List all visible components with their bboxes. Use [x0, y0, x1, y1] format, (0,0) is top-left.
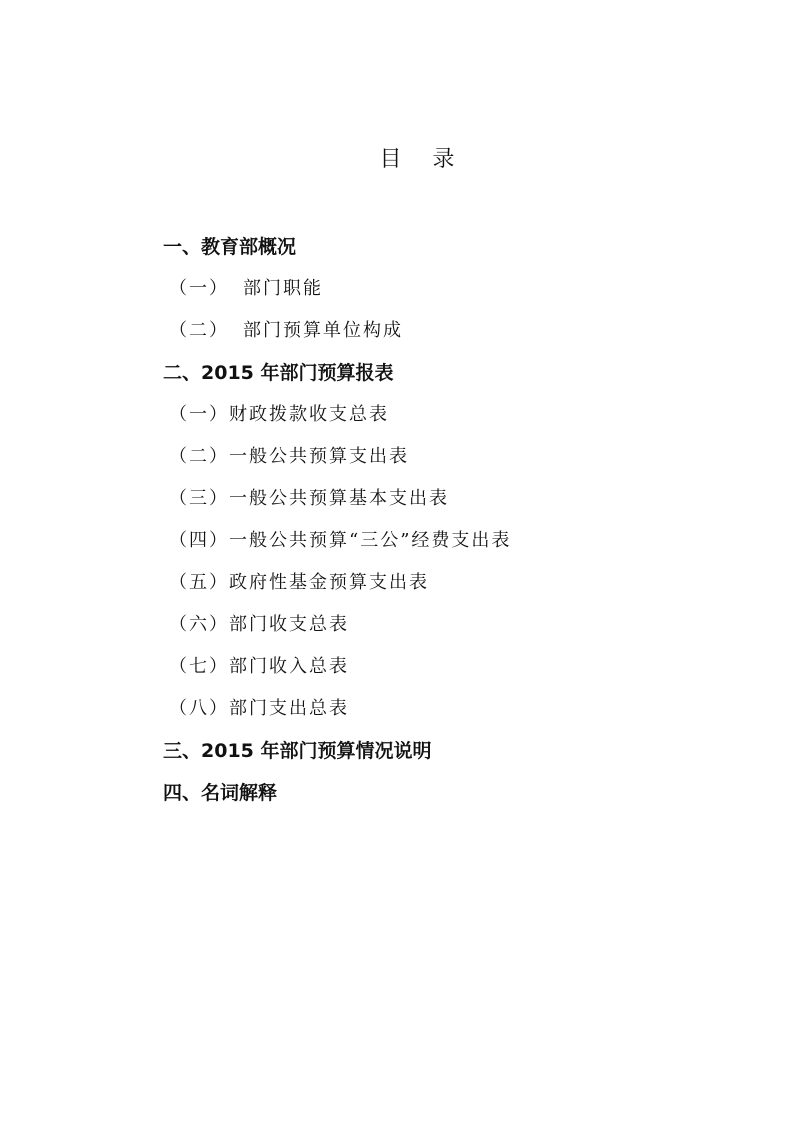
toc-item-number: （二） — [169, 446, 229, 467]
toc-subsection-2-3[interactable] — [163, 478, 763, 520]
toc-subsection-2-7[interactable] — [163, 646, 763, 688]
toc-item-label: 部门支出总表 — [229, 698, 349, 719]
toc-subsection-1-2[interactable] — [163, 310, 763, 352]
toc-item-label: 部门职能 — [243, 278, 323, 299]
toc-section-label: 四、名词解释 — [163, 782, 278, 804]
toc-item-label: 一般公共预算支出表 — [229, 446, 409, 467]
toc-item-label: 财政拨款收支总表 — [229, 404, 389, 425]
toc-title: 目 录 — [379, 147, 467, 172]
toc-section-label: 三、2015 年部门预算情况说明 — [163, 740, 432, 762]
toc-item-label: 一般公共预算基本支出表 — [229, 488, 449, 509]
toc-subsection-2-1[interactable] — [163, 394, 763, 436]
toc-item-number: （一） — [169, 404, 229, 425]
toc-item-label: 部门收支总表 — [229, 614, 349, 635]
toc-item-number: （八） — [169, 698, 229, 719]
table-of-contents — [163, 226, 763, 814]
toc-item-number: （六） — [169, 614, 229, 635]
toc-subsection-2-8[interactable] — [163, 688, 763, 730]
toc-subsection-2-4[interactable] — [163, 520, 763, 562]
toc-item-number: （一） — [169, 278, 229, 299]
toc-item-label: 部门收入总表 — [229, 656, 349, 677]
toc-item-number: （四） — [169, 530, 229, 551]
toc-item-number: （五） — [169, 572, 229, 593]
toc-section-4[interactable] — [163, 772, 763, 814]
toc-subsection-2-6[interactable] — [163, 604, 763, 646]
toc-section-label: 二、2015 年部门预算报表 — [163, 362, 394, 384]
toc-item-number: （七） — [169, 656, 229, 677]
toc-item-label: 一般公共预算“三公”经费支出表 — [229, 530, 512, 551]
toc-subsection-2-5[interactable] — [163, 562, 763, 604]
toc-subsection-2-2[interactable] — [163, 436, 763, 478]
toc-item-number: （三） — [169, 488, 229, 509]
toc-section-label: 一、教育部概况 — [163, 236, 297, 258]
toc-item-number: （二） — [169, 320, 229, 341]
toc-section-3[interactable] — [163, 730, 763, 772]
toc-section-2[interactable] — [163, 352, 763, 394]
toc-item-label: 部门预算单位构成 — [243, 320, 403, 341]
toc-section-1[interactable] — [163, 226, 763, 268]
toc-item-label: 政府性基金预算支出表 — [229, 572, 429, 593]
toc-subsection-1-1[interactable] — [163, 268, 763, 310]
